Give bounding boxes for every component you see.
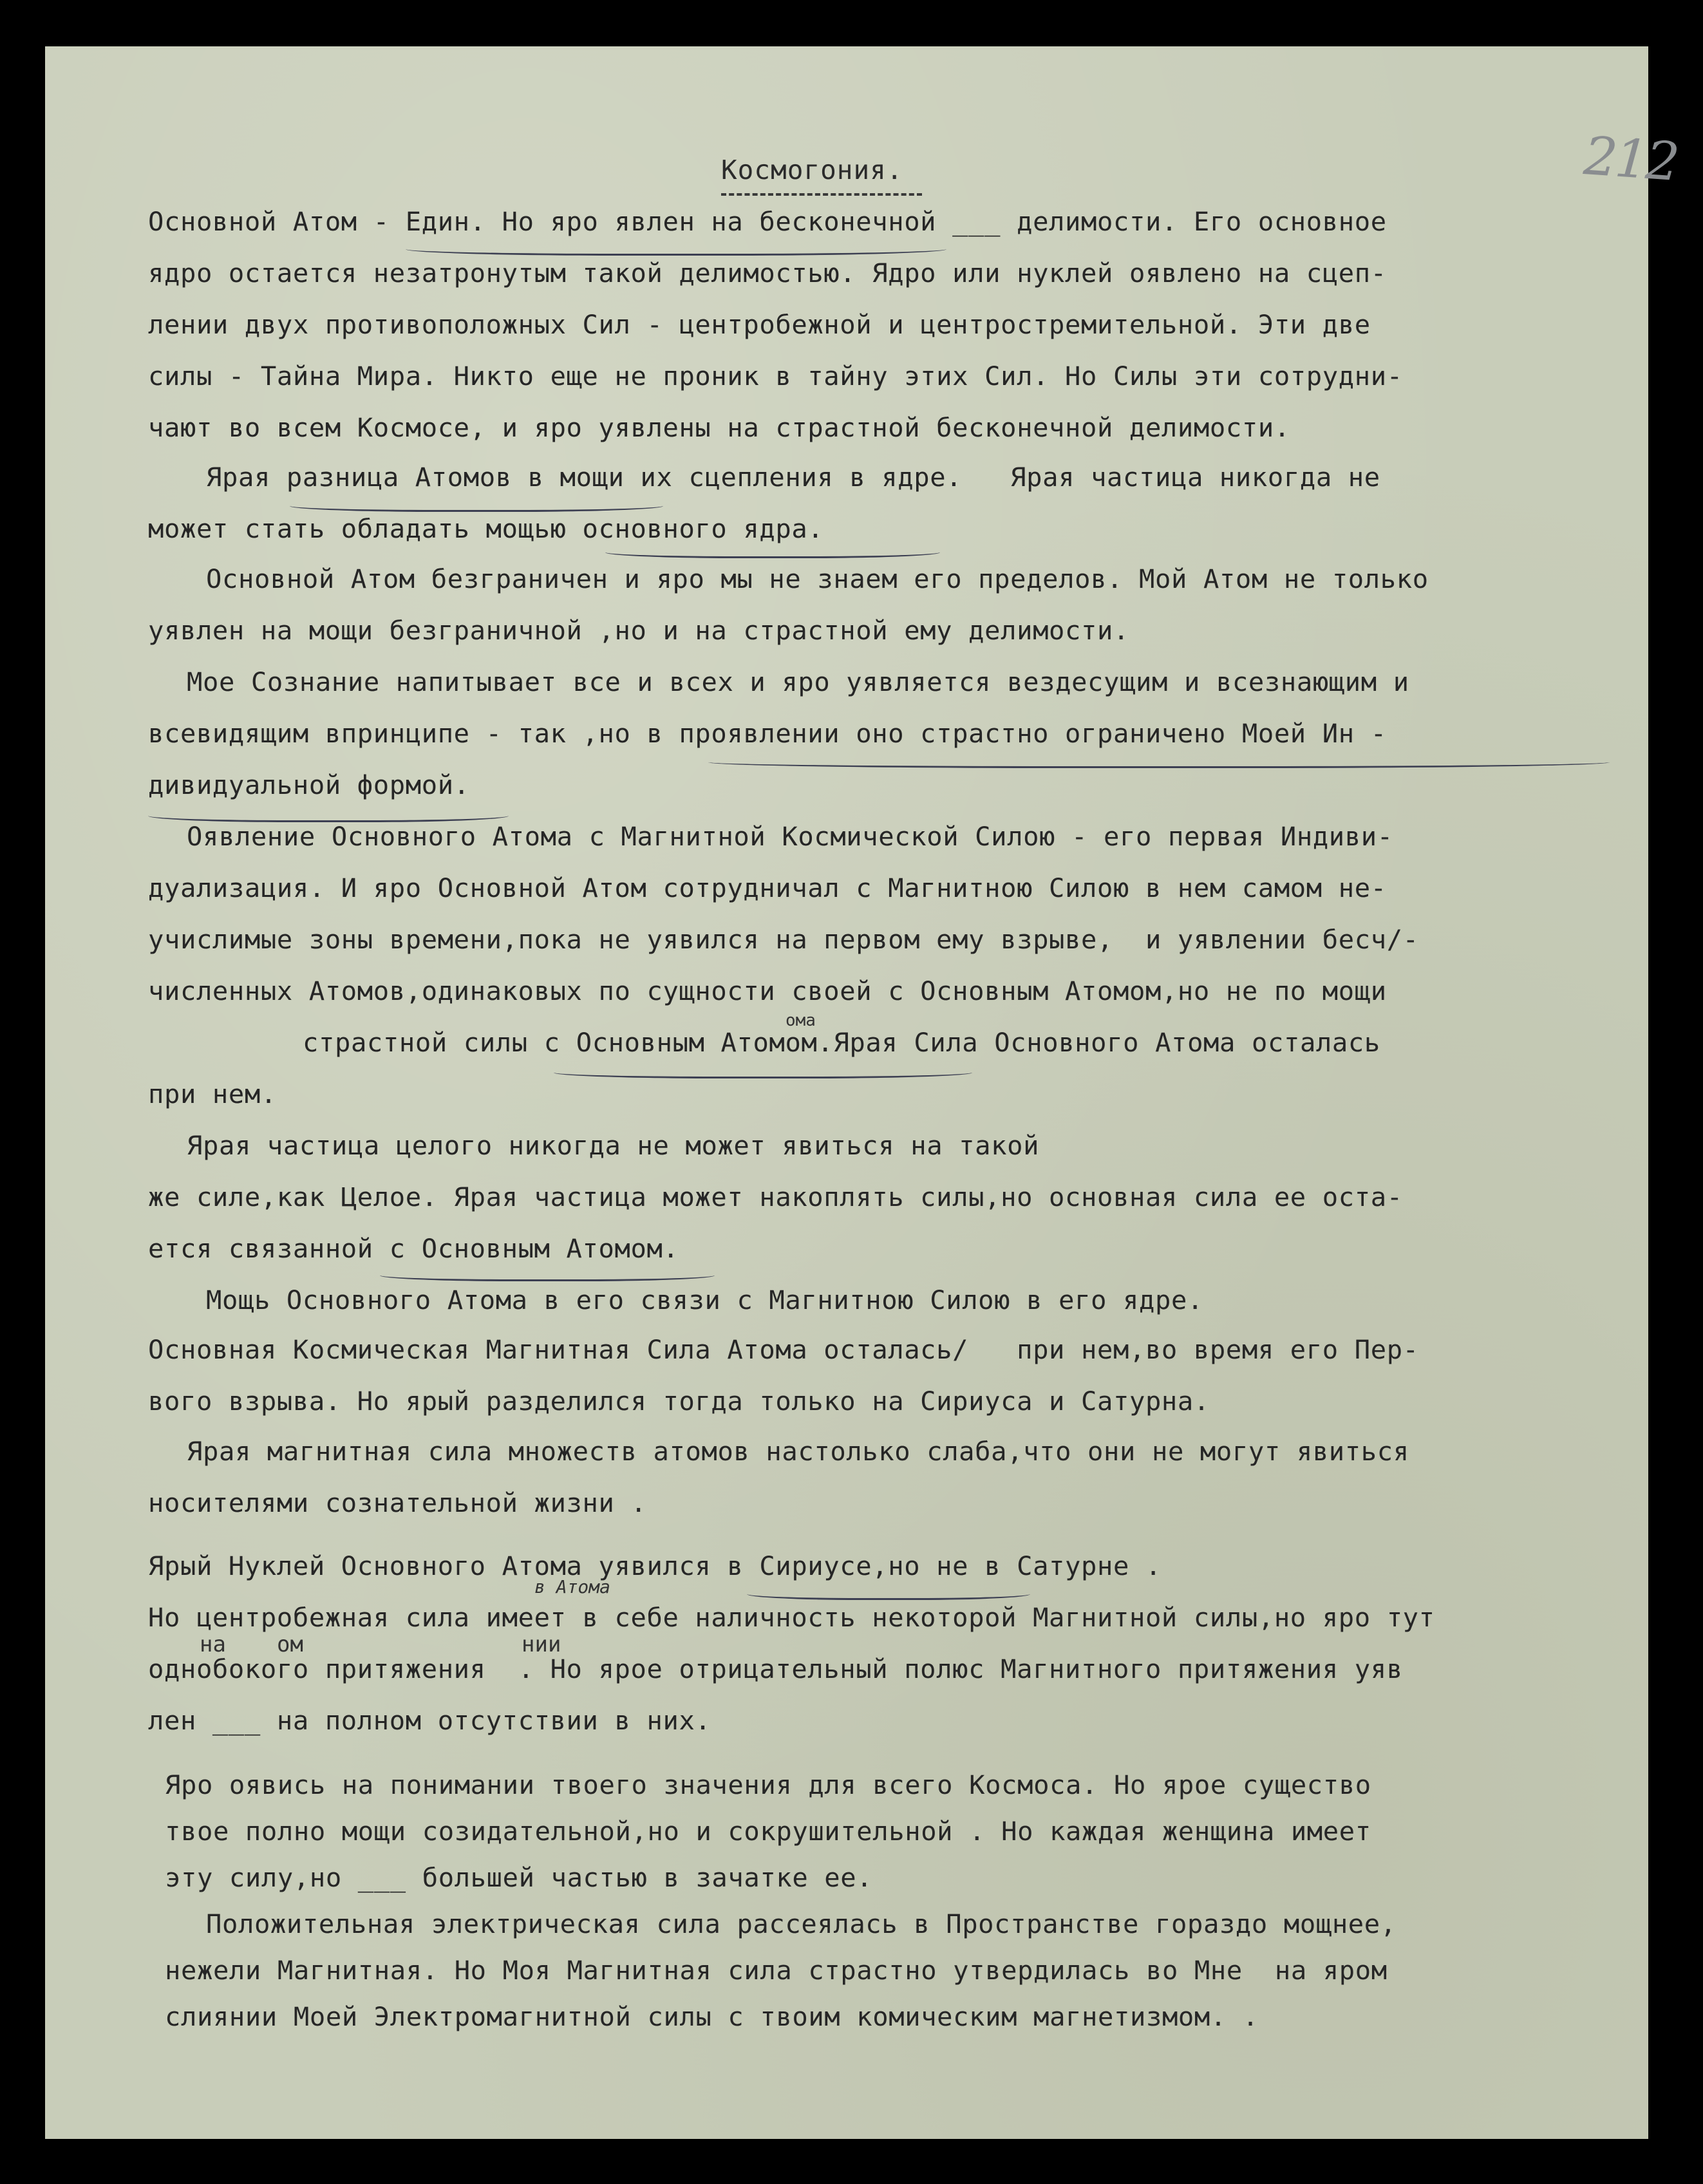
- text-line: Оявление Основного Атома с Магнитной Космической Силою - его первая Индиви-: [187, 821, 1393, 852]
- text-line: ядро остается незатронутым такой делимостью. Ядро или нуклей оявлено на сцеп-: [148, 258, 1387, 288]
- text-line: твое полно мощи созидательной,но и сокрушительной . Но каждая женщина имеет: [165, 1816, 1371, 1847]
- interlinear-note: на: [200, 1632, 226, 1657]
- interlinear-note: ома: [786, 1011, 816, 1030]
- text-line: слиянии Моей Электромагнитной силы с твоим комическим магнетизмом. .: [165, 2001, 1259, 2032]
- text-line: силы - Тайна Мира. Никто еще не проник в тайну этих Сил. Но Силы эти сотрудни-: [148, 361, 1403, 391]
- page-title: Космогония.: [721, 155, 903, 185]
- title-underline: [721, 193, 922, 196]
- text-line: Мощь Основного Атома в его связи с Магнитною Силою в его ядре.: [206, 1285, 1203, 1315]
- text-line: численных Атомов,одинаковых по сущности своей с Основным Атомом,но не по мощи: [148, 975, 1387, 1006]
- text-line: Положительная электрическая сила рассеялась в Пространстве гораздо мощнее,: [206, 1908, 1397, 1939]
- pen-underline: [747, 1585, 1030, 1600]
- text-line: носителями сознательной жизни .: [148, 1487, 647, 1518]
- text-line: Основной Атом - Един. Но яро явлен на бесконечной ___ делимости. Его основное: [148, 206, 1387, 237]
- interlinear-note: ом: [277, 1632, 303, 1657]
- text-line: нежели Магнитная. Но Моя Магнитная сила страстно утвердилась во Мне на яром: [165, 1955, 1388, 1986]
- document-page: [45, 46, 1679, 2139]
- pen-underline: [380, 1266, 715, 1281]
- text-line: Ярая частица целого никогда не может явиться на такой: [187, 1130, 1040, 1161]
- pen-underline: [708, 753, 1610, 768]
- interlinear-note: в Атома: [534, 1576, 611, 1597]
- text-line: Ярая магнитная сила множеств атомов настолько слаба,что они не могут явиться: [187, 1436, 1409, 1467]
- text-line: лении двух противоположных Сил - центробежной и центростремительной. Эти две: [148, 309, 1371, 340]
- text-line: при нем.: [148, 1078, 277, 1109]
- text-line: Основной Атом безграничен и яро мы не знаем его пределов. Мой Атом не только: [206, 563, 1429, 594]
- text-line: учислимые зоны времени,пока не уявился на первом ему взрыве, и уявлении бесч/-: [148, 924, 1419, 955]
- interlinear-note: нии: [522, 1632, 561, 1657]
- text-line: чают во всем Космосе, и яро уявлены на страстной бесконечной делимости.: [148, 412, 1290, 443]
- page-number: 212: [1581, 126, 1679, 193]
- text-line: уявлен на мощи безграничной ,но и на страстной ему делимости.: [148, 615, 1129, 646]
- text-line: эту силу,но ___ большей частью в зачатке ее.: [165, 1862, 873, 1893]
- pen-underline: [290, 497, 663, 512]
- text-line: лен ___ на полном отсутствии в них.: [148, 1705, 711, 1736]
- text-line: Основная Космическая Магнитная Сила Атома осталась/ при нем,во время его Пер-: [148, 1334, 1419, 1365]
- pen-underline: [605, 543, 940, 558]
- text-line: всевидящим впринципе - так ,но в проявлении оно страстно ограничено Моей Ин -: [148, 718, 1387, 749]
- text-line: Ярый Нуклей Основного Атома уявился в Сириусе,но не в Сатурне .: [148, 1550, 1162, 1581]
- text-line: Мое Сознание напитывает все и всех и яро уявляется вездесущим и всезнающим и: [187, 666, 1409, 697]
- text-line: дуализация. И яро Основной Атом сотрудничал с Магнитною Силою в нем самом не-: [148, 872, 1387, 903]
- text-line: однобокого притяжения . Но ярое отрицательный полюс Магнитного притяжения уяв: [148, 1653, 1403, 1684]
- pen-underline: [554, 1064, 972, 1078]
- text-line: страстной силы с Основным Атомом.Ярая Сила Основного Атома осталась: [303, 1027, 1380, 1058]
- text-line: Но центробежная сила имеет в себе наличность некоторой Магнитной силы,но яро тут: [148, 1602, 1435, 1633]
- text-line: может стать обладать мощью основного ядра.: [148, 513, 824, 544]
- text-line: дивидуальной формой.: [148, 769, 470, 800]
- text-line: Яро оявись на понимании твоего значения для всего Космоса. Но ярое существо: [165, 1769, 1371, 1800]
- text-line: ется связанной с Основным Атомом.: [148, 1233, 679, 1264]
- pen-underline: [148, 806, 509, 822]
- text-line: вого взрыва. Но ярый разделился тогда только на Сириуса и Сатурна.: [148, 1386, 1210, 1417]
- pen-underline: [406, 240, 946, 256]
- text-line: Ярая разница Атомов в мощи их сцепления в ядре. Ярая частица никогда не: [206, 462, 1380, 493]
- text-line: же силе,как Целое. Ярая частица может накоплять силы,но основная сила ее оста-: [148, 1181, 1403, 1212]
